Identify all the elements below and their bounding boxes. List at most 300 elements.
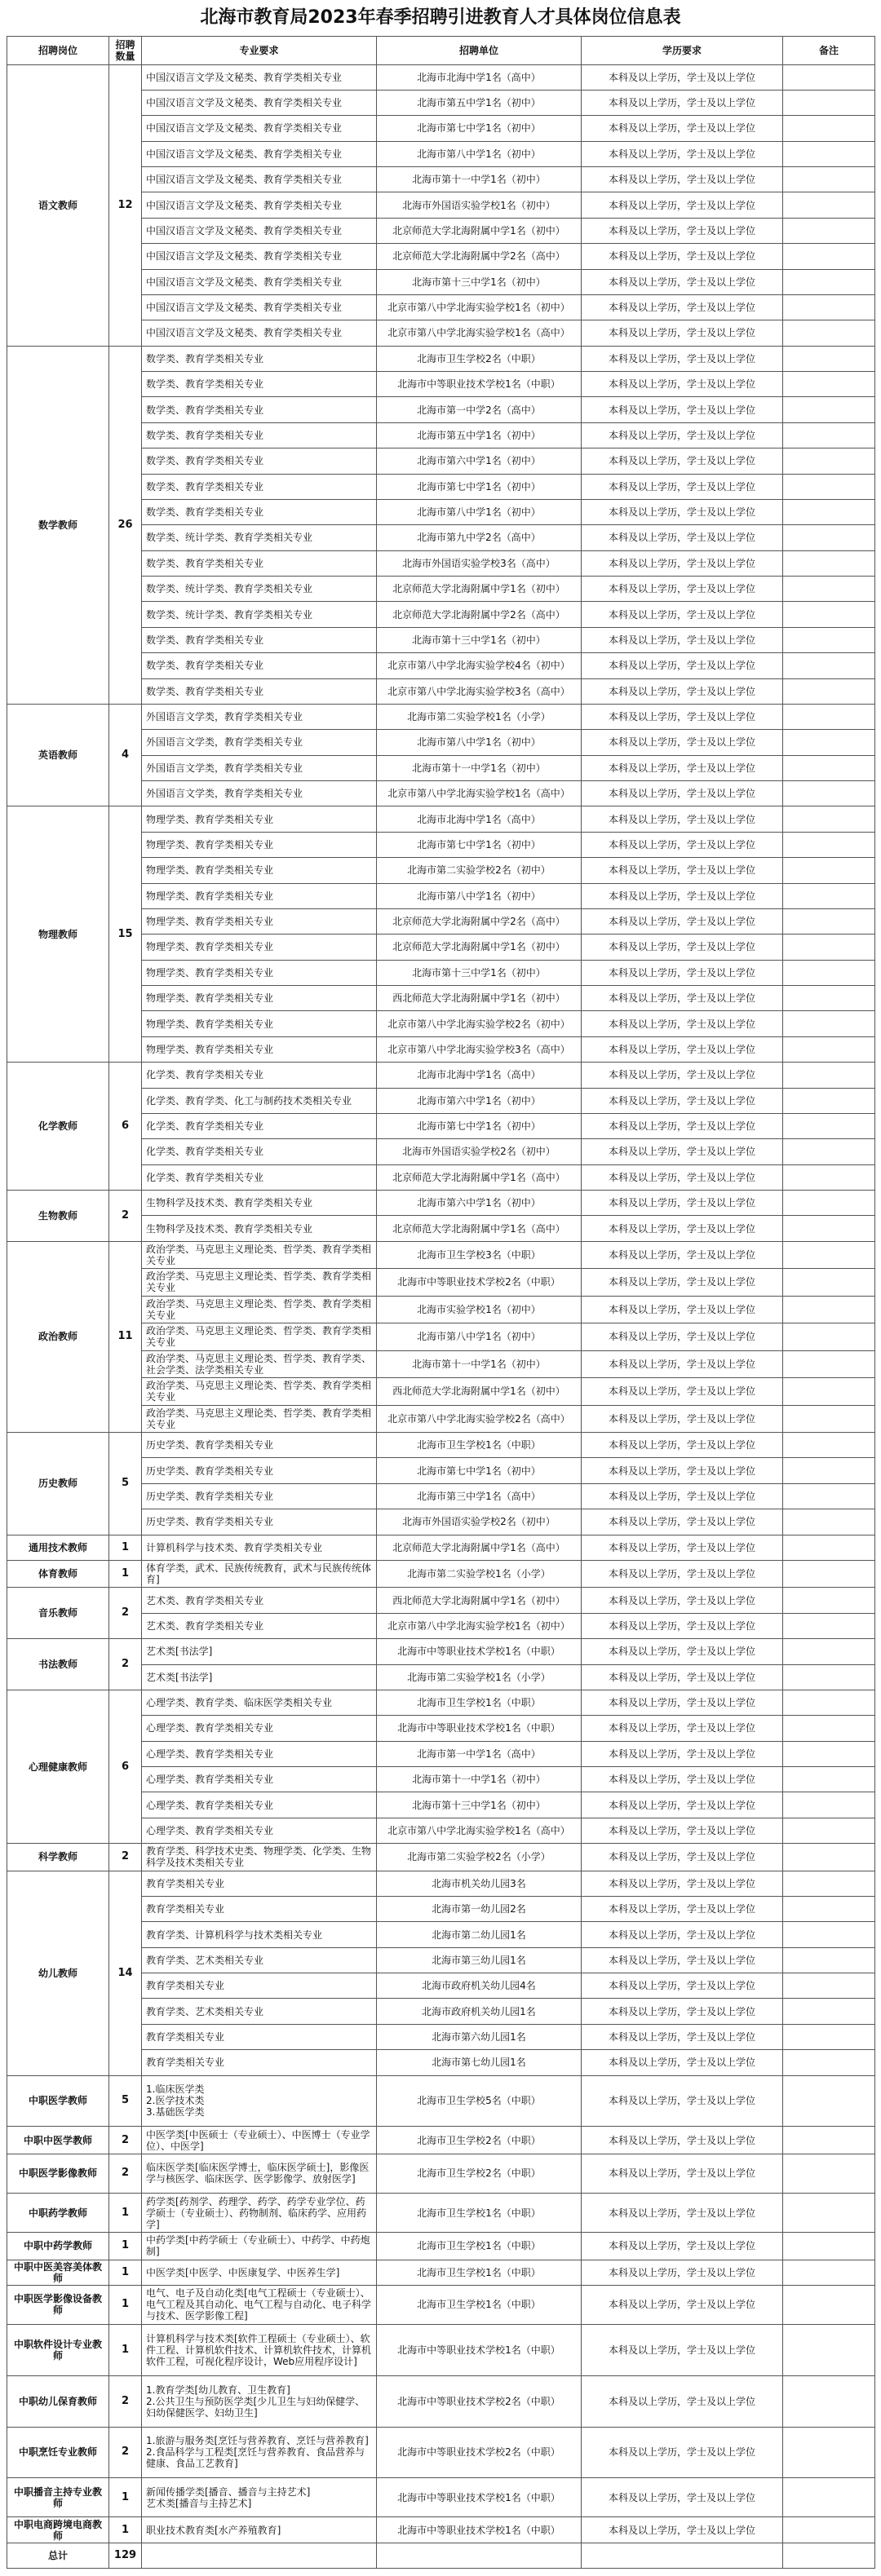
- count-cell: 2: [109, 2127, 142, 2154]
- employer-cell: 北海市中等职业技术学校1名（中职）: [377, 2478, 582, 2517]
- employer-cell: 西北师范大学北海附属中学1名（初中）: [377, 1378, 582, 1405]
- employer-cell: 北海市第五中学1名（初中）: [377, 90, 582, 115]
- education-cell: 本科及以上学历，学士及以上学位: [582, 167, 783, 192]
- education-cell: 本科及以上学历，学士及以上学位: [582, 1139, 783, 1164]
- position-cell: 数学教师: [7, 346, 109, 704]
- remarks-cell: [783, 2193, 875, 2232]
- remarks-cell: [783, 653, 875, 678]
- remarks-cell: [783, 1323, 875, 1350]
- education-cell: 本科及以上学历，学士及以上学位: [582, 1088, 783, 1113]
- employer-cell: 北海市卫生学校1名（中职）: [377, 2233, 582, 2260]
- employer-cell: 北京师范大学北海附属中学1名（初中）: [377, 577, 582, 602]
- education-cell: 本科及以上学历，学士及以上学位: [582, 141, 783, 166]
- major-cell: 政治学类、马克思主义理论类、哲学类、教育学类相关专业: [142, 1241, 377, 1268]
- count-cell: 1: [109, 2193, 142, 2232]
- education-cell: 本科及以上学历，学士及以上学位: [582, 1011, 783, 1036]
- major-cell: 电气、电子及自动化类[电气工程硕士（专业硕士）、电气工程及其自动化、电气工程与自动化、电子科学与技术、医学影像工程]: [142, 2285, 377, 2324]
- employer-cell: 北海市第六中学1名（初中）: [377, 1088, 582, 1113]
- education-cell: 本科及以上学历，学士及以上学位: [582, 499, 783, 524]
- remarks-cell: [783, 1690, 875, 1715]
- employer-cell: 北海市第十一中学1名（初中）: [377, 167, 582, 192]
- major-cell: 数学类、教育学类相关专业: [142, 422, 377, 448]
- header-employer: 招聘单位: [377, 37, 582, 65]
- position-cell: 中职烹饪专业教师: [7, 2427, 109, 2478]
- major-cell: 政治学类、马克思主义理论类、哲学类、教育学类相关专业: [142, 1378, 377, 1405]
- major-cell: 药学类[药剂学、药理学、药学、药学专业学位、药学硕士（专业硕士）、药物制剂、临床药学、应用药学]: [142, 2193, 377, 2232]
- table-row: [7, 806, 875, 832]
- remarks-cell: [783, 2233, 875, 2260]
- major-cell: 数学类、教育学类相关专业: [142, 474, 377, 499]
- remarks-cell: [783, 1613, 875, 1638]
- remarks-cell: [783, 525, 875, 550]
- major-cell: 心理学类、教育学类、临床医学类相关专业: [142, 1690, 377, 1715]
- major-cell: 计算机科学与技术类、教育学类相关专业: [142, 1535, 377, 1560]
- remarks-cell: [783, 192, 875, 218]
- major-cell: 中药学类[中药学硕士（专业硕士）、中药学、中药炮制]: [142, 2233, 377, 2260]
- education-cell: 本科及以上学历，学士及以上学位: [582, 755, 783, 780]
- major-cell: 物理学类、教育学类相关专业: [142, 960, 377, 985]
- position-cell: 幼儿教师: [7, 1871, 109, 2075]
- remarks-cell: [783, 577, 875, 602]
- education-cell: 本科及以上学历，学士及以上学位: [582, 1639, 783, 1664]
- remarks-cell: [783, 960, 875, 985]
- header-major: 专业要求: [142, 37, 377, 65]
- major-cell: 数学类、统计学类、教育学类相关专业: [142, 602, 377, 627]
- major-cell: 化学类、教育学类相关专业: [142, 1139, 377, 1164]
- remarks-cell: [783, 1139, 875, 1164]
- remarks-cell: [783, 1296, 875, 1323]
- employer-cell: 北京市第八中学北海实验学校4名（初中）: [377, 653, 582, 678]
- table-row: [7, 2075, 875, 2127]
- remarks-cell: [783, 1216, 875, 1241]
- remarks-cell: [783, 1433, 875, 1458]
- employer-cell: 北海市卫生学校5名（中职）: [377, 2075, 582, 2127]
- major-cell: 化学类、教育学类相关专业: [142, 1113, 377, 1138]
- employer-cell: 北海市外国语实验学校1名（初中）: [377, 192, 582, 218]
- position-cell: 物理教师: [7, 806, 109, 1063]
- education-cell: 本科及以上学历，学士及以上学位: [582, 986, 783, 1011]
- education-cell: 本科及以上学历，学士及以上学位: [582, 704, 783, 729]
- employer-cell: 北海市机关幼儿园3名: [377, 1871, 582, 1896]
- table-row: [7, 2517, 875, 2543]
- employer-cell: 北海市中等职业技术学校1名（中职）: [377, 1716, 582, 1741]
- major-cell: 教育学类、艺术类相关专业: [142, 1947, 377, 1973]
- remarks-cell: [783, 1535, 875, 1560]
- count-cell: 26: [109, 346, 142, 704]
- employer-cell: 北海市第六中学1名（初中）: [377, 1191, 582, 1216]
- remarks-cell: [783, 397, 875, 422]
- major-cell: 数学类、统计学类、教育学类相关专业: [142, 577, 377, 602]
- education-cell: 本科及以上学历，学士及以上学位: [582, 346, 783, 371]
- remarks-cell: [783, 858, 875, 883]
- education-cell: 本科及以上学历，学士及以上学位: [582, 653, 783, 678]
- employer-cell: 北海市卫生学校1名（中职）: [377, 2193, 582, 2232]
- employer-cell: 西北师范大学北海附属中学1名（初中）: [377, 986, 582, 1011]
- major-cell: 化学类、教育学类、化工与制药技术类相关专业: [142, 1088, 377, 1113]
- table-row: [7, 1560, 875, 1587]
- education-cell: 本科及以上学历，学士及以上学位: [582, 269, 783, 294]
- remarks-cell: [783, 1664, 875, 1690]
- page-title: 北海市教育局2023年春季招聘引进教育人才具体岗位信息表: [200, 7, 681, 28]
- remarks-cell: [783, 1999, 875, 2024]
- major-cell: 1.旅游与服务类[烹饪与营养教育、烹饪与营养教育] 2.食品科学与工程类[烹饪与营养教育、食品营养与健康、食品工艺教育]: [142, 2427, 377, 2478]
- employer-cell: 北海市第八中学1名（初中）: [377, 883, 582, 908]
- education-cell: 本科及以上学历，学士及以上学位: [582, 2193, 783, 2232]
- table-row: [7, 1433, 875, 1458]
- education-cell: 本科及以上学历，学士及以上学位: [582, 627, 783, 652]
- position-cell: 体育教师: [7, 1560, 109, 1587]
- employer-cell: 北京师范大学北海附属中学1名（高中）: [377, 1164, 582, 1190]
- employer-cell: 北海市第九中学2名（高中）: [377, 525, 582, 550]
- position-cell: 中职幼儿保育教师: [7, 2375, 109, 2427]
- major-cell: 职业技术教育类[水产养殖教育]: [142, 2517, 377, 2543]
- employer-cell: 北海市第十三中学1名（初中）: [377, 627, 582, 652]
- table-row: [7, 1241, 875, 1268]
- education-cell: 本科及以上学历，学士及以上学位: [582, 1922, 783, 1947]
- major-cell: 生物科学及技术类、教育学类相关专业: [142, 1191, 377, 1216]
- table-row: [7, 2233, 875, 2260]
- major-cell: 艺术类、教育学类相关专业: [142, 1613, 377, 1638]
- education-cell: 本科及以上学历，学士及以上学位: [582, 2285, 783, 2324]
- education-cell: 本科及以上学历，学士及以上学位: [582, 2233, 783, 2260]
- employer-cell: 北海市中等职业技术学校1名（中职）: [377, 2325, 582, 2376]
- count-cell: 4: [109, 704, 142, 806]
- count-cell: 1: [109, 2285, 142, 2324]
- remarks-cell: [783, 1011, 875, 1036]
- position-cell: 政治教师: [7, 1241, 109, 1432]
- employer-cell: 北海市第八中学1名（初中）: [377, 499, 582, 524]
- remarks-cell: [783, 2024, 875, 2049]
- positions-table: [7, 36, 875, 2569]
- total-empty-cell: [582, 2543, 783, 2568]
- remarks-cell: [783, 116, 875, 141]
- education-cell: 本科及以上学历，学士及以上学位: [582, 858, 783, 883]
- major-cell: 物理学类、教育学类相关专业: [142, 986, 377, 1011]
- position-cell: 中职医学教师: [7, 2075, 109, 2127]
- table-row: [7, 2127, 875, 2154]
- header-count: 招聘数量: [109, 37, 142, 65]
- remarks-cell: [783, 550, 875, 576]
- count-cell: 2: [109, 2375, 142, 2427]
- employer-cell: 北海市卫生学校2名（中职）: [377, 2154, 582, 2193]
- position-cell: 书法教师: [7, 1639, 109, 1690]
- employer-cell: 北海市第十一中学1名（初中）: [377, 1350, 582, 1377]
- table-row: [7, 2325, 875, 2376]
- employer-cell: 北海市第二实验学校1名（小学）: [377, 1664, 582, 1690]
- major-cell: 生物科学及技术类、教育学类相关专业: [142, 1216, 377, 1241]
- education-cell: 本科及以上学历，学士及以上学位: [582, 1767, 783, 1792]
- employer-cell: 北海市第八中学1名（初中）: [377, 141, 582, 166]
- total-label: 总计: [7, 2543, 109, 2568]
- education-cell: 本科及以上学历，学士及以上学位: [582, 448, 783, 474]
- education-cell: 本科及以上学历，学士及以上学位: [582, 1844, 783, 1871]
- major-cell: 物理学类、教育学类相关专业: [142, 1011, 377, 1036]
- remarks-cell: [783, 1818, 875, 1843]
- major-cell: 中国汉语言文学及文秘类、教育学类相关专业: [142, 116, 377, 141]
- employer-cell: 北海市卫生学校2名（中职）: [377, 346, 582, 371]
- major-cell: 数学类、教育学类相关专业: [142, 627, 377, 652]
- major-cell: 历史学类、教育学类相关专业: [142, 1509, 377, 1535]
- education-cell: 本科及以上学历，学士及以上学位: [582, 2478, 783, 2517]
- major-cell: 教育学类、艺术类相关专业: [142, 1999, 377, 2024]
- major-cell: 历史学类、教育学类相关专业: [142, 1458, 377, 1483]
- education-cell: 本科及以上学历，学士及以上学位: [582, 602, 783, 627]
- employer-cell: 北京师范大学北海附属中学2名（高中）: [377, 244, 582, 269]
- major-cell: 临床医学类[临床医学博士，临床医学硕士]，影像医学与核医学、临床医学、医学影像学、放射医学]: [142, 2154, 377, 2193]
- remarks-cell: [783, 64, 875, 90]
- education-cell: 本科及以上学历，学士及以上学位: [582, 1323, 783, 1350]
- major-cell: 物理学类、教育学类相关专业: [142, 806, 377, 832]
- employer-cell: 北海市第七中学1名（初中）: [377, 474, 582, 499]
- major-cell: 数学类、教育学类相关专业: [142, 346, 377, 371]
- count-cell: 5: [109, 2075, 142, 2127]
- education-cell: 本科及以上学历，学士及以上学位: [582, 1535, 783, 1560]
- education-cell: 本科及以上学历，学士及以上学位: [582, 832, 783, 857]
- remarks-cell: [783, 2127, 875, 2154]
- employer-cell: 北海市第六幼儿园1名: [377, 2024, 582, 2049]
- major-cell: 数学类、教育学类相关专业: [142, 678, 377, 704]
- education-cell: 本科及以上学历，学士及以上学位: [582, 422, 783, 448]
- education-cell: 本科及以上学历，学士及以上学位: [582, 1588, 783, 1613]
- employer-cell: 北京市第八中学北海实验学校1名（初中）: [377, 294, 582, 320]
- employer-cell: 北海市实验学校1名（初中）: [377, 1296, 582, 1323]
- major-cell: 数学类、教育学类相关专业: [142, 550, 377, 576]
- count-cell: 2: [109, 2427, 142, 2478]
- employer-cell: 北海市卫生学校1名（中职）: [377, 1433, 582, 1458]
- major-cell: 外国语言文学类，教育学类相关专业: [142, 730, 377, 755]
- education-cell: 本科及以上学历，学士及以上学位: [582, 1716, 783, 1741]
- remarks-cell: [783, 1458, 875, 1483]
- education-cell: 本科及以上学历，学士及以上学位: [582, 577, 783, 602]
- position-cell: 中职播音主持专业教师: [7, 2478, 109, 2517]
- remarks-cell: [783, 141, 875, 166]
- education-cell: 本科及以上学历，学士及以上学位: [582, 1690, 783, 1715]
- employer-cell: 北海市外国语实验学校2名（初中）: [377, 1509, 582, 1535]
- table-row: [7, 1871, 875, 1896]
- major-cell: 中医学类[中医学、中医康复学、中医养生学]: [142, 2260, 377, 2285]
- remarks-cell: [783, 1378, 875, 1405]
- major-cell: 政治学类、马克思主义理论类、哲学类、教育学类相关专业: [142, 1269, 377, 1296]
- employer-cell: 北海市第七中学1名（初中）: [377, 1458, 582, 1483]
- remarks-cell: [783, 730, 875, 755]
- major-cell: 化学类、教育学类相关专业: [142, 1164, 377, 1190]
- remarks-cell: [783, 2260, 875, 2285]
- major-cell: 体育学类，武术、民族传统教育，武术与民族传统体育]: [142, 1560, 377, 1587]
- header-position: 招聘岗位: [7, 37, 109, 65]
- employer-cell: 北海市第十一中学1名（初中）: [377, 755, 582, 780]
- education-cell: 本科及以上学历，学士及以上学位: [582, 2260, 783, 2285]
- employer-cell: 北海市第三幼儿园1名: [377, 1947, 582, 1973]
- employer-cell: 北海市第七中学1名（初中）: [377, 116, 582, 141]
- major-cell: 中国汉语言文学及文秘类、教育学类相关专业: [142, 294, 377, 320]
- major-cell: 教育学类相关专业: [142, 1973, 377, 1999]
- count-cell: 14: [109, 1871, 142, 2075]
- position-cell: 历史教师: [7, 1433, 109, 1535]
- employer-cell: 北海市卫生学校1名（中职）: [377, 1690, 582, 1715]
- employer-cell: 北京师范大学北海附属中学1名（高中）: [377, 1535, 582, 1560]
- major-cell: 数学类、教育学类相关专业: [142, 653, 377, 678]
- education-cell: 本科及以上学历，学士及以上学位: [582, 244, 783, 269]
- count-cell: 2: [109, 2154, 142, 2193]
- remarks-cell: [783, 2325, 875, 2376]
- education-cell: 本科及以上学历，学士及以上学位: [582, 1269, 783, 1296]
- education-cell: 本科及以上学历，学士及以上学位: [582, 1296, 783, 1323]
- education-cell: 本科及以上学历，学士及以上学位: [582, 64, 783, 90]
- employer-cell: 北海市第七中学1名（初中）: [377, 832, 582, 857]
- table-row: [7, 64, 875, 90]
- remarks-cell: [783, 1036, 875, 1062]
- count-cell: 1: [109, 1535, 142, 1560]
- education-cell: 本科及以上学历，学士及以上学位: [582, 1999, 783, 2024]
- table-row: [7, 2260, 875, 2285]
- employer-cell: 北海市中等职业技术学校2名（中职）: [377, 2427, 582, 2478]
- remarks-cell: [783, 806, 875, 832]
- education-cell: 本科及以上学历，学士及以上学位: [582, 116, 783, 141]
- remarks-cell: [783, 781, 875, 806]
- remarks-cell: [783, 474, 875, 499]
- major-cell: 外国语言文学类，教育学类相关专业: [142, 755, 377, 780]
- table-row: [7, 704, 875, 729]
- count-cell: 2: [109, 1844, 142, 1871]
- position-cell: 中职中药学教师: [7, 2233, 109, 2260]
- major-cell: 计算机科学与技术类[软件工程硕士（专业硕士）、软件工程、计算机软件技术、计算机软件技术，计算机软件工程，可视化程序设计，Web应用程序设计]: [142, 2325, 377, 2376]
- major-cell: 中国汉语言文学及文秘类、教育学类相关专业: [142, 192, 377, 218]
- employer-cell: 北海市第二实验学校1名（小学）: [377, 1560, 582, 1587]
- position-cell: 英语教师: [7, 704, 109, 806]
- education-cell: 本科及以上学历，学士及以上学位: [582, 1113, 783, 1138]
- education-cell: 本科及以上学历，学士及以上学位: [582, 1792, 783, 1818]
- employer-cell: 北海市中等职业技术学校1名（中职）: [377, 2517, 582, 2543]
- count-cell: 2: [109, 1639, 142, 1690]
- education-cell: 本科及以上学历，学士及以上学位: [582, 2325, 783, 2376]
- remarks-cell: [783, 1716, 875, 1741]
- education-cell: 本科及以上学历，学士及以上学位: [582, 1433, 783, 1458]
- education-cell: 本科及以上学历，学士及以上学位: [582, 2517, 783, 2543]
- position-cell: 中职医学影像设备教师: [7, 2285, 109, 2324]
- remarks-cell: [783, 704, 875, 729]
- employer-cell: 北海市中等职业技术学校1名（中职）: [377, 1639, 582, 1664]
- remarks-cell: [783, 883, 875, 908]
- remarks-cell: [783, 499, 875, 524]
- major-cell: 物理学类、教育学类相关专业: [142, 832, 377, 857]
- major-cell: 1.教育学类[幼儿教育、卫生教育] 2.公共卫生与预防医学类[少儿卫生与妇幼保健学、妇幼保健医学、妇幼卫生]: [142, 2375, 377, 2427]
- table-row: [7, 1639, 875, 1664]
- employer-cell: 北京师范大学北海附属中学1名（高中）: [377, 1216, 582, 1241]
- remarks-cell: [783, 294, 875, 320]
- education-cell: 本科及以上学历，学士及以上学位: [582, 1350, 783, 1377]
- employer-cell: 北海市中等职业技术学校2名（中职）: [377, 2375, 582, 2427]
- total-empty-cell: [377, 2543, 582, 2568]
- employer-cell: 北海市第二实验学校2名（小学）: [377, 1844, 582, 1871]
- education-cell: 本科及以上学历，学士及以上学位: [582, 2154, 783, 2193]
- remarks-cell: [783, 986, 875, 1011]
- remarks-cell: [783, 678, 875, 704]
- employer-cell: 北海市政府机关幼儿园1名: [377, 1999, 582, 2024]
- major-cell: 数学类、统计学类、教育学类相关专业: [142, 525, 377, 550]
- position-cell: 生物教师: [7, 1191, 109, 1242]
- education-cell: 本科及以上学历，学士及以上学位: [582, 192, 783, 218]
- employer-cell: 北海市北海中学1名（高中）: [377, 1063, 582, 1088]
- position-cell: 科学教师: [7, 1844, 109, 1871]
- major-cell: 新闻传播学类[播音、播音与主持艺术] 艺术类[播音与主持艺术]: [142, 2478, 377, 2517]
- education-cell: 本科及以上学历，学士及以上学位: [582, 1483, 783, 1509]
- employer-cell: 北海市第一中学2名（高中）: [377, 397, 582, 422]
- major-cell: 物理学类、教育学类相关专业: [142, 883, 377, 908]
- employer-cell: 北海市第二幼儿园1名: [377, 1922, 582, 1947]
- major-cell: 心理学类、教育学类相关专业: [142, 1716, 377, 1741]
- education-cell: 本科及以上学历，学士及以上学位: [582, 960, 783, 985]
- major-cell: 艺术类[书法学]: [142, 1664, 377, 1690]
- employer-cell: 北海市第六中学1名（初中）: [377, 448, 582, 474]
- employer-cell: 北海市第十一中学1名（初中）: [377, 1767, 582, 1792]
- education-cell: 本科及以上学历，学士及以上学位: [582, 1871, 783, 1896]
- remarks-cell: [783, 1947, 875, 1973]
- remarks-cell: [783, 1922, 875, 1947]
- employer-cell: 北海市北海中学1名（高中）: [377, 806, 582, 832]
- education-cell: 本科及以上学历，学士及以上学位: [582, 1560, 783, 1587]
- education-cell: 本科及以上学历，学士及以上学位: [582, 1241, 783, 1268]
- remarks-cell: [783, 448, 875, 474]
- remarks-cell: [783, 1792, 875, 1818]
- remarks-cell: [783, 1191, 875, 1216]
- remarks-cell: [783, 2478, 875, 2517]
- count-cell: 11: [109, 1241, 142, 1432]
- remarks-cell: [783, 2050, 875, 2075]
- remarks-cell: [783, 1269, 875, 1296]
- major-cell: 教育学类相关专业: [142, 1871, 377, 1896]
- position-cell: 中职电商跨境电商教师: [7, 2517, 109, 2543]
- table-row: [7, 1063, 875, 1088]
- employer-cell: 北京市第八中学北海实验学校3名（高中）: [377, 1036, 582, 1062]
- employer-cell: 北京市第八中学北海实验学校1名（高中）: [377, 781, 582, 806]
- major-cell: 数学类、教育学类相关专业: [142, 448, 377, 474]
- remarks-cell: [783, 1896, 875, 1921]
- major-cell: 政治学类、马克思主义理论类、哲学类、教育学类、社会学类、法学类相关专业: [142, 1350, 377, 1377]
- count-cell: 6: [109, 1063, 142, 1191]
- header-remarks: 备注: [783, 37, 875, 65]
- education-cell: 本科及以上学历，学士及以上学位: [582, 1191, 783, 1216]
- education-cell: 本科及以上学历，学士及以上学位: [582, 1063, 783, 1088]
- employer-cell: 北京市第八中学北海实验学校3名（高中）: [377, 678, 582, 704]
- major-cell: 政治学类、马克思主义理论类、哲学类、教育学类相关专业: [142, 1296, 377, 1323]
- major-cell: 1.临床医学类 2.医学技术类 3.基础医学类: [142, 2075, 377, 2127]
- major-cell: 教育学类、计算机科学与技术类相关专业: [142, 1922, 377, 1947]
- employer-cell: 北京市第八中学北海实验学校1名（高中）: [377, 1818, 582, 1843]
- education-cell: 本科及以上学历，学士及以上学位: [582, 525, 783, 550]
- education-cell: 本科及以上学历，学士及以上学位: [582, 908, 783, 934]
- education-cell: 本科及以上学历，学士及以上学位: [582, 730, 783, 755]
- total-empty-cell: [142, 2543, 377, 2568]
- major-cell: 外国语言文学类，教育学类相关专业: [142, 781, 377, 806]
- major-cell: 中国汉语言文学及文秘类、教育学类相关专业: [142, 320, 377, 346]
- education-cell: 本科及以上学历，学士及以上学位: [582, 1664, 783, 1690]
- remarks-cell: [783, 2517, 875, 2543]
- remarks-cell: [783, 602, 875, 627]
- remarks-cell: [783, 832, 875, 857]
- position-cell: 心理健康教师: [7, 1690, 109, 1843]
- employer-cell: 西北师范大学北海附属中学1名（初中）: [377, 1588, 582, 1613]
- major-cell: 政治学类、马克思主义理论类、哲学类、教育学类相关专业: [142, 1323, 377, 1350]
- employer-cell: 北海市第十三中学1名（初中）: [377, 1792, 582, 1818]
- education-cell: 本科及以上学历，学士及以上学位: [582, 2024, 783, 2049]
- major-cell: 心理学类、教育学类相关专业: [142, 1818, 377, 1843]
- remarks-cell: [783, 1844, 875, 1871]
- remarks-cell: [783, 320, 875, 346]
- position-cell: 中职药学教师: [7, 2193, 109, 2232]
- position-cell: 中职软件设计专业教师: [7, 2325, 109, 2376]
- count-cell: 2: [109, 1191, 142, 1242]
- table-row: [7, 2154, 875, 2193]
